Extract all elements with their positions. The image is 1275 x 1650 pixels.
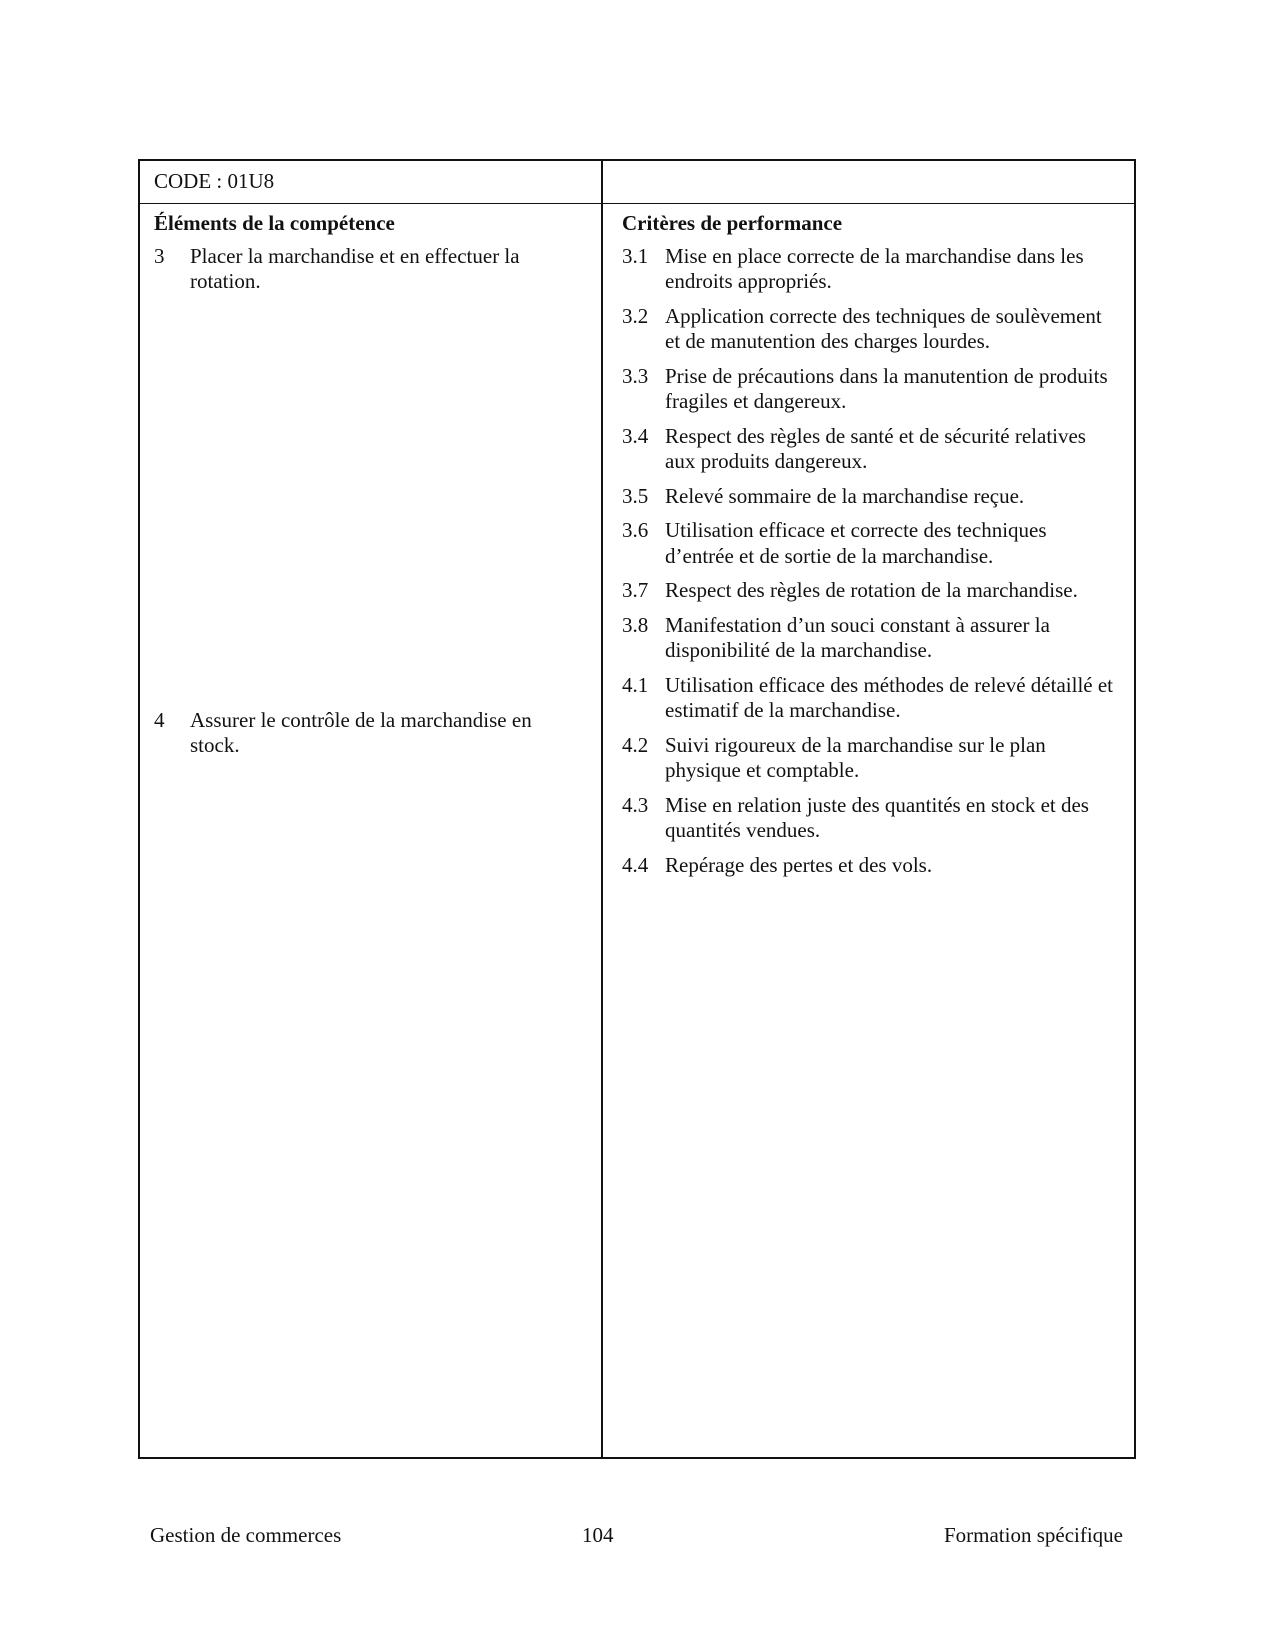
element-number: 3: [154, 243, 165, 268]
criterion-text: Manifestation d’un souci constant à assurer la disponibilité de la marchandise.: [665, 612, 1050, 662]
criterion-text: Prise de précautions dans la manutention de produits fragiles et dangereux.: [665, 363, 1108, 413]
criterion-number: 3.8: [622, 612, 649, 637]
criteria-column: [622, 211, 1117, 887]
footer-section-title: Formation spécifique: [943, 1523, 1123, 1547]
header-divider: [140, 203, 1134, 204]
criterion-item: [622, 518, 1117, 569]
criterion-text: Respect des règles de rotation de la marchandise.: [665, 578, 1078, 602]
element-text: Assurer le contrôle de la marchandise en stock.: [190, 707, 532, 757]
elements-column: [154, 211, 594, 757]
criterion-number: 4.2: [622, 732, 649, 757]
criterion-number: 3.2: [622, 303, 649, 328]
column-divider: [601, 161, 603, 1457]
criterion-text: Relevé sommaire de la marchandise reçue.: [665, 483, 1025, 508]
criterion-item: [622, 613, 1117, 664]
criterion-item: [622, 793, 1117, 844]
criterion-item: [622, 484, 1117, 510]
criteria-heading: Critères de performance: [622, 211, 843, 235]
criterion-text: Repérage des pertes et des vols.: [665, 852, 933, 877]
element-number: 4: [154, 707, 165, 732]
criterion-item: [622, 853, 1117, 879]
criterion-number: 4.4: [622, 852, 649, 877]
criterion-number: 3.5: [622, 483, 649, 508]
criterion-number: 3.4: [622, 423, 649, 448]
criterion-number: 3.7: [622, 578, 649, 602]
criterion-text: Application correcte des techniques de soulèvement et de manutention des charges lourdes.: [665, 303, 1102, 353]
element-item: [154, 244, 574, 295]
criterion-number: 3.1: [622, 243, 649, 268]
criterion-text: Utilisation efficace des méthodes de relevé détaillé et estimatif de la marchandise.: [665, 672, 1114, 722]
competency-table: [138, 159, 1136, 1459]
criterion-item: [622, 733, 1117, 784]
page-number: 104: [582, 1523, 614, 1547]
criterion-item: [622, 673, 1117, 724]
criterion-number: 3.6: [622, 518, 649, 542]
element-text: Placer la marchandise et en effectuer la rotation.: [190, 243, 520, 293]
criterion-number: 4.3: [622, 792, 649, 817]
criterion-text: Suivi rigoureux de la marchandise sur le plan physique et comptable.: [665, 732, 1046, 782]
criterion-item: [622, 578, 1117, 604]
criterion-text: Respect des règles de santé et de sécurité relatives aux produits dangereux.: [665, 423, 1086, 473]
criterion-item: [622, 364, 1117, 415]
criterion-text: Mise en place correcte de la marchandise dans les endroits appropriés.: [665, 243, 1084, 293]
criterion-text: Utilisation efficace et correcte des techniques d’entrée et de sortie de la marchandise.: [665, 518, 1047, 568]
criterion-number: 4.1: [622, 672, 649, 697]
elements-heading: Éléments de la compétence: [154, 211, 395, 235]
element-item: [154, 708, 574, 759]
footer-program-title: Gestion de commerces: [150, 1523, 342, 1547]
code-label: CODE : 01U8: [154, 169, 275, 193]
criterion-number: 3.3: [622, 363, 649, 388]
criterion-text: Mise en relation juste des quantités en stock et des quantités vendues.: [665, 792, 1089, 842]
criteria-list: [622, 244, 1117, 879]
criterion-item: [622, 304, 1117, 355]
criterion-item: [622, 244, 1117, 295]
criterion-item: [622, 424, 1117, 475]
